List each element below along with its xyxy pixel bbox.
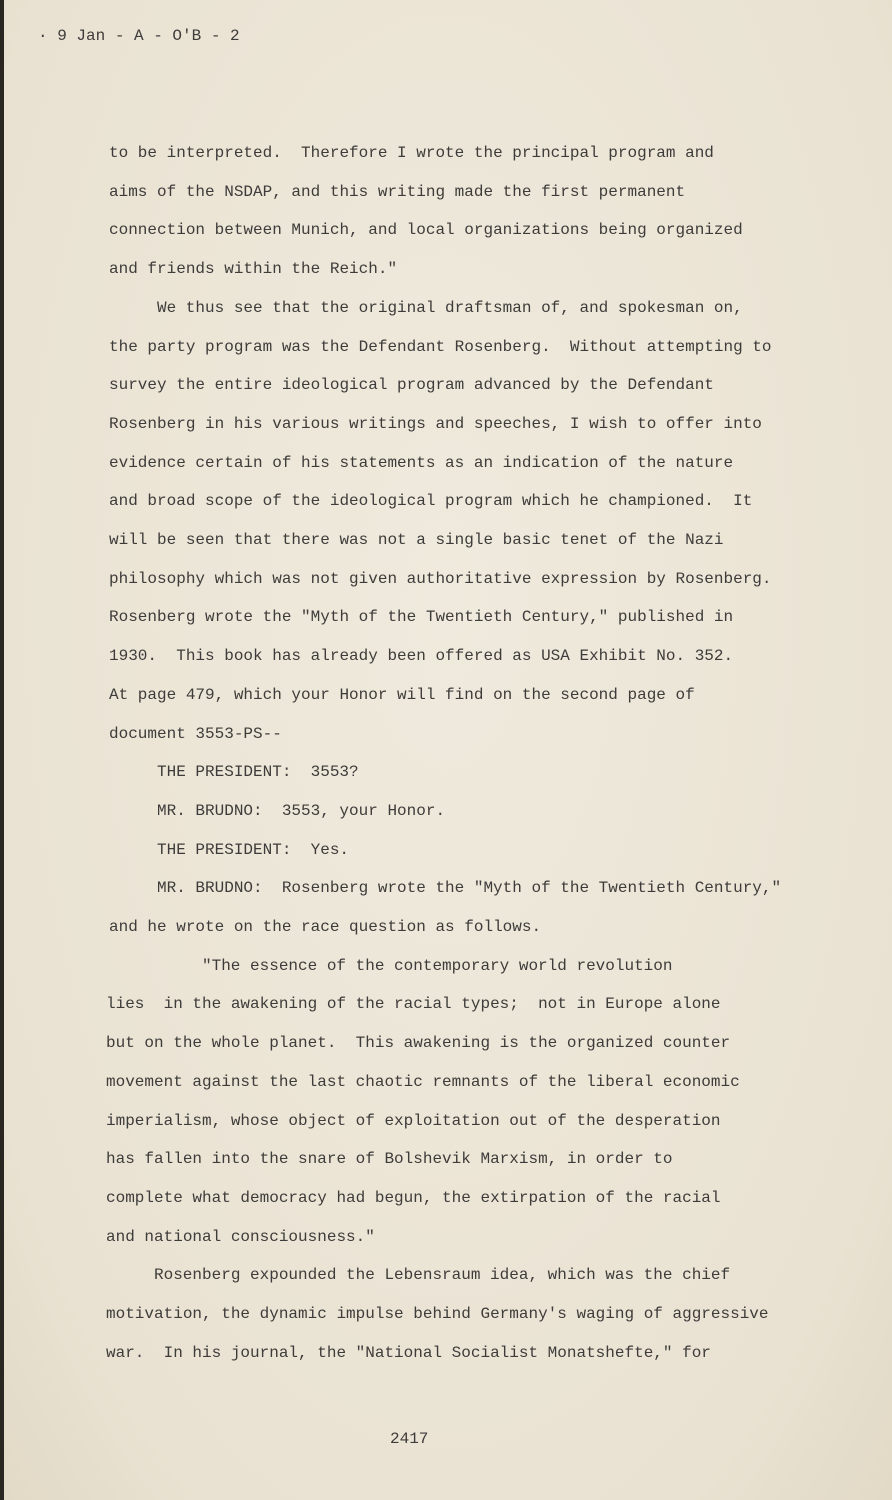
text-line: Rosenberg wrote the "Myth of the Twentieth Century," published in — [109, 608, 734, 627]
text-line: and friends within the Reich." — [109, 260, 398, 279]
text-line: THE PRESIDENT: Yes. — [157, 840, 350, 859]
text-line: At page 479, which your Honor will find on the second page of — [109, 685, 695, 704]
text-line: Rosenberg in his various writings and speeches, I wish to offer into — [109, 414, 762, 433]
page-header: · 9 Jan - A - O'B - 2 — [38, 27, 240, 45]
text-line: and broad scope of the ideological program which he championed. It — [109, 492, 753, 511]
text-line: Rosenberg expounded the Lebensraum idea, which was the chief — [154, 1266, 731, 1285]
text-line: THE PRESIDENT: 3553? — [157, 763, 359, 782]
text-line: and he wrote on the race question as follows. — [109, 918, 542, 936]
text-line: movement against the last chaotic remnants of the liberal economic — [106, 1072, 740, 1091]
text-line: to be interpreted. Therefore I wrote the principal program and — [109, 144, 714, 162]
text-line: has fallen into the snare of Bolshevik Marxism, in order to — [106, 1150, 673, 1169]
text-line: will be seen that there was not a single basic tenet of the Nazi — [109, 531, 724, 549]
text-line: 1930. This book has already been offered as USA Exhibit No. 352. — [109, 647, 734, 666]
text-line: philosophy which was not given authoritative expression by Rosenberg. — [109, 569, 772, 588]
text-line: complete what democracy had begun, the extirpation of the racial — [106, 1188, 721, 1207]
text-line: survey the entire ideological program advanced by the Defendant — [109, 376, 714, 395]
text-line: MR. BRUDNO: 3553, your Honor. — [157, 801, 446, 820]
text-line: and national consciousness." — [106, 1227, 375, 1246]
page-number: 2417 — [390, 1430, 429, 1448]
text-line: We thus see that the original draftsman of, and spokesman on, — [157, 298, 743, 317]
text-line: war. In his journal, the "National Socialist Monatshefte," for — [106, 1343, 711, 1362]
text-line: "The essence of the contemporary world revolution — [202, 956, 673, 975]
text-line: lies in the awakening of the racial types; not in Europe alone — [106, 995, 721, 1014]
text-line: document 3553-PS-- — [109, 724, 282, 743]
text-line: MR. BRUDNO: Rosenberg wrote the "Myth of the Twentieth Century," — [157, 879, 782, 898]
text-line: aims of the NSDAP, and this writing made the first permanent — [109, 182, 686, 201]
text-line: the party program was the Defendant Rosenberg. Without attempting to — [109, 337, 772, 356]
text-line: but on the whole planet. This awakening is the organized counter — [106, 1034, 731, 1053]
text-line: connection between Munich, and local organizations being organized — [109, 221, 743, 240]
text-line: imperialism, whose object of exploitation out of the desperation — [106, 1111, 721, 1130]
text-line: evidence certain of his statements as an indication of the nature — [109, 453, 734, 472]
text-line: motivation, the dynamic impulse behind Germany's waging of aggressive — [106, 1305, 769, 1323]
page-edge — [0, 0, 4, 1500]
